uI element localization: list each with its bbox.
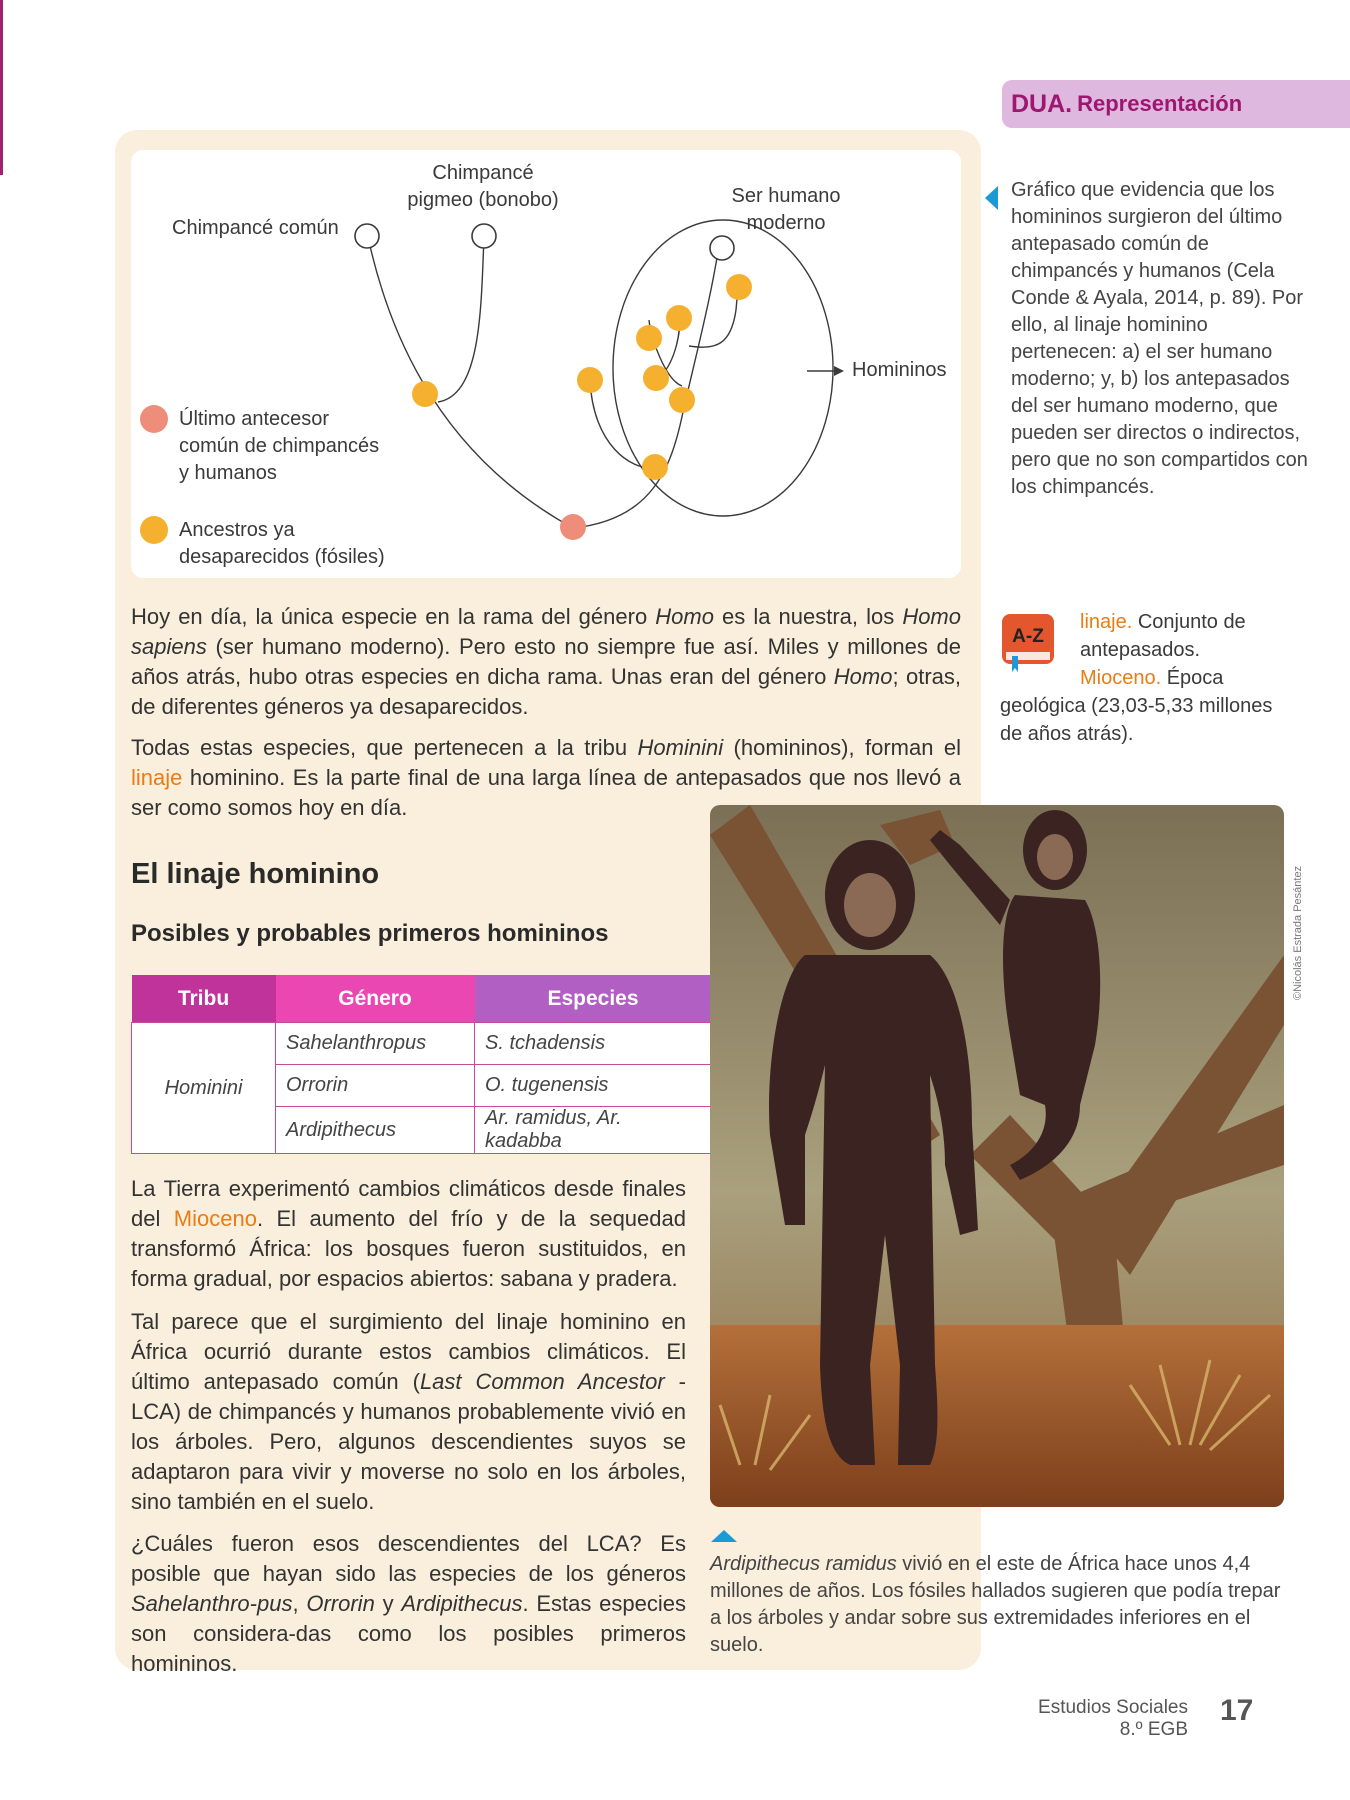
page-number: 17: [1220, 1694, 1254, 1727]
label-common-chimp: Chimpancé común: [172, 217, 339, 239]
caption-pointer-icon: [985, 186, 998, 210]
table-cell-species: Ar. ramidus, Ar. kadabba: [475, 1107, 712, 1154]
ardipithecus-illustration: [710, 805, 1284, 1507]
dua-subtitle: Representación: [1077, 91, 1243, 116]
table-header-row: [132, 975, 712, 1023]
caption-pointer-up-icon: [711, 1530, 737, 1542]
footer-subject: Estudios Sociales 8.º EGB: [1038, 1697, 1188, 1740]
fossil-node: [642, 454, 668, 480]
glossary-term-linaje: linaje.: [1080, 611, 1133, 633]
table-cell-tribe: Hominini: [132, 1023, 276, 1154]
table-heading: Posibles y probables primeros homininos: [131, 920, 609, 947]
branch-pygmy-chimp: [438, 237, 484, 402]
fossil-node: [666, 305, 692, 331]
last-common-ancestor-node: [560, 514, 586, 540]
table-row: [132, 1023, 712, 1065]
table-cell-species: O. tugenensis: [475, 1065, 712, 1107]
fossil-node: [726, 274, 752, 300]
hominin-table: [131, 975, 712, 1154]
page-edge-mark: [0, 0, 3, 175]
legend-ancestor-text: Último antecesor común de chimpancés y humanos: [179, 408, 380, 484]
link-mioceno[interactable]: Mioceno: [173, 1206, 257, 1231]
table-cell-genus: Orrorin: [276, 1065, 475, 1107]
tip-pygmy-chimp: [472, 224, 496, 248]
paragraph-descendants: ¿Cuáles fueron esos descendientes del LCA? Es posible que hayan sido las especies de los géneros Sahelanthro-pus, Orrorin y Ardipithecus. Estas especies son considera-das como los posibles primeros homininos.: [131, 1531, 686, 1676]
label-pygmy-chimp-line1: Chimpancé: [432, 162, 534, 184]
glossary: linaje. Conjunto de antepasados. Mioceno. Época geológica (23,03-5,33 millones de años atrás).: [1000, 611, 1273, 745]
table-cell-species: S. tchadensis: [475, 1023, 712, 1065]
fossil-node-chimp-split: [412, 381, 438, 407]
table-cell-genus: Ardipithecus: [276, 1107, 475, 1154]
table-header-tribu: Tribu: [132, 975, 276, 1023]
table-header-especies: Especies: [475, 975, 712, 1023]
diagram-side-caption: Gráfico que evidencia que los homininos surgieron del último antepasado común de chimpancés y humanos (Cela Conde & Ayala, 2014, p. 89). Por ello, al linaje hominino pertenecen: a) el ser humano moderno; y, b) los antepasados del ser humano moderno, que pueden ser directos o indirectos, pero que no son compartidos con los chimpancés.: [1011, 179, 1308, 498]
branch-fossil-a: [590, 380, 654, 468]
label-modern-human-line2: moderno: [746, 212, 826, 234]
paragraph-climate: La Tierra experimentó cambios climáticos desde finales del Mioceno. El aumento del frío y de la sequedad transformó África: los bosques fueron sustituidos, en forma gradual, por espacios abiertos: sabana y pradera.: [131, 1176, 686, 1291]
legend-fossil-text: Ancestros ya desaparecidos (fósiles): [179, 519, 385, 568]
glossary-term-mioceno: Mioceno.: [1080, 667, 1162, 689]
tip-common-chimp: [355, 224, 379, 248]
link-linaje[interactable]: linaje: [131, 765, 183, 790]
svg-text:A-Z: A-Z: [1012, 626, 1044, 647]
illustration-credit: ©Nicolás Estrada Pesántez: [1292, 865, 1304, 1000]
hominins-arrowhead: [834, 366, 844, 376]
paragraph-hominini: Todas estas especies, que pertenecen a la tribu Hominini (homininos), forman el linaje hominino. Es la parte final de una larga línea de antepasados que nos llevó a ser como somos hoy en día.: [131, 735, 961, 820]
label-modern-human-line1: Ser humano: [731, 185, 841, 207]
legend-ancestor-swatch: [140, 405, 168, 433]
table-cell-genus: Sahelanthropus: [276, 1023, 475, 1065]
dua-header: [1002, 80, 1350, 128]
section-heading: El linaje hominino: [131, 858, 380, 890]
fossil-node: [669, 387, 695, 413]
legend-fossil-swatch: [140, 516, 168, 544]
table-header-genero: Género: [276, 975, 475, 1023]
paragraph-lca: Tal parece que el surgimiento del linaje hominino en África ocurrió durante estos cambios climáticos. El último antepasado común (Last Common Ancestor -LCA) de chimpancés y humanos probablemente vivió en los árboles. Pero, algunos descendientes suyos se adaptaron para vivir y moverse no solo en los árboles, sino también en el suelo.: [131, 1309, 686, 1514]
label-pygmy-chimp-line2: pigmeo (bonobo): [407, 189, 559, 211]
fossil-node: [643, 365, 669, 391]
branch-common-chimp: [368, 237, 573, 528]
illustration-caption: Ardipithecus ramidus vivió en el este de África hace unos 4,4 millones de años. Los fósiles hallados sugieren que podía trepar a los árboles y andar sobre sus extremidades inferiores en el suelo.: [710, 1553, 1281, 1656]
dua-title: DUA.: [1011, 89, 1073, 118]
fossil-node: [577, 367, 603, 393]
fossil-node: [636, 325, 662, 351]
tip-modern-human: [710, 236, 734, 260]
label-hominins: Homininos: [852, 359, 947, 381]
paragraph-intro: Hoy en día, la única especie en la rama del género Homo es la nuestra, los Homo sapiens (ser humano moderno). Pero esto no siempre fue así. Miles y millones de años atrás, hubo otras especies en dicha rama. Unas eran del género Homo; otras, de diferentes géneros ya desaparecidos.: [131, 604, 962, 719]
